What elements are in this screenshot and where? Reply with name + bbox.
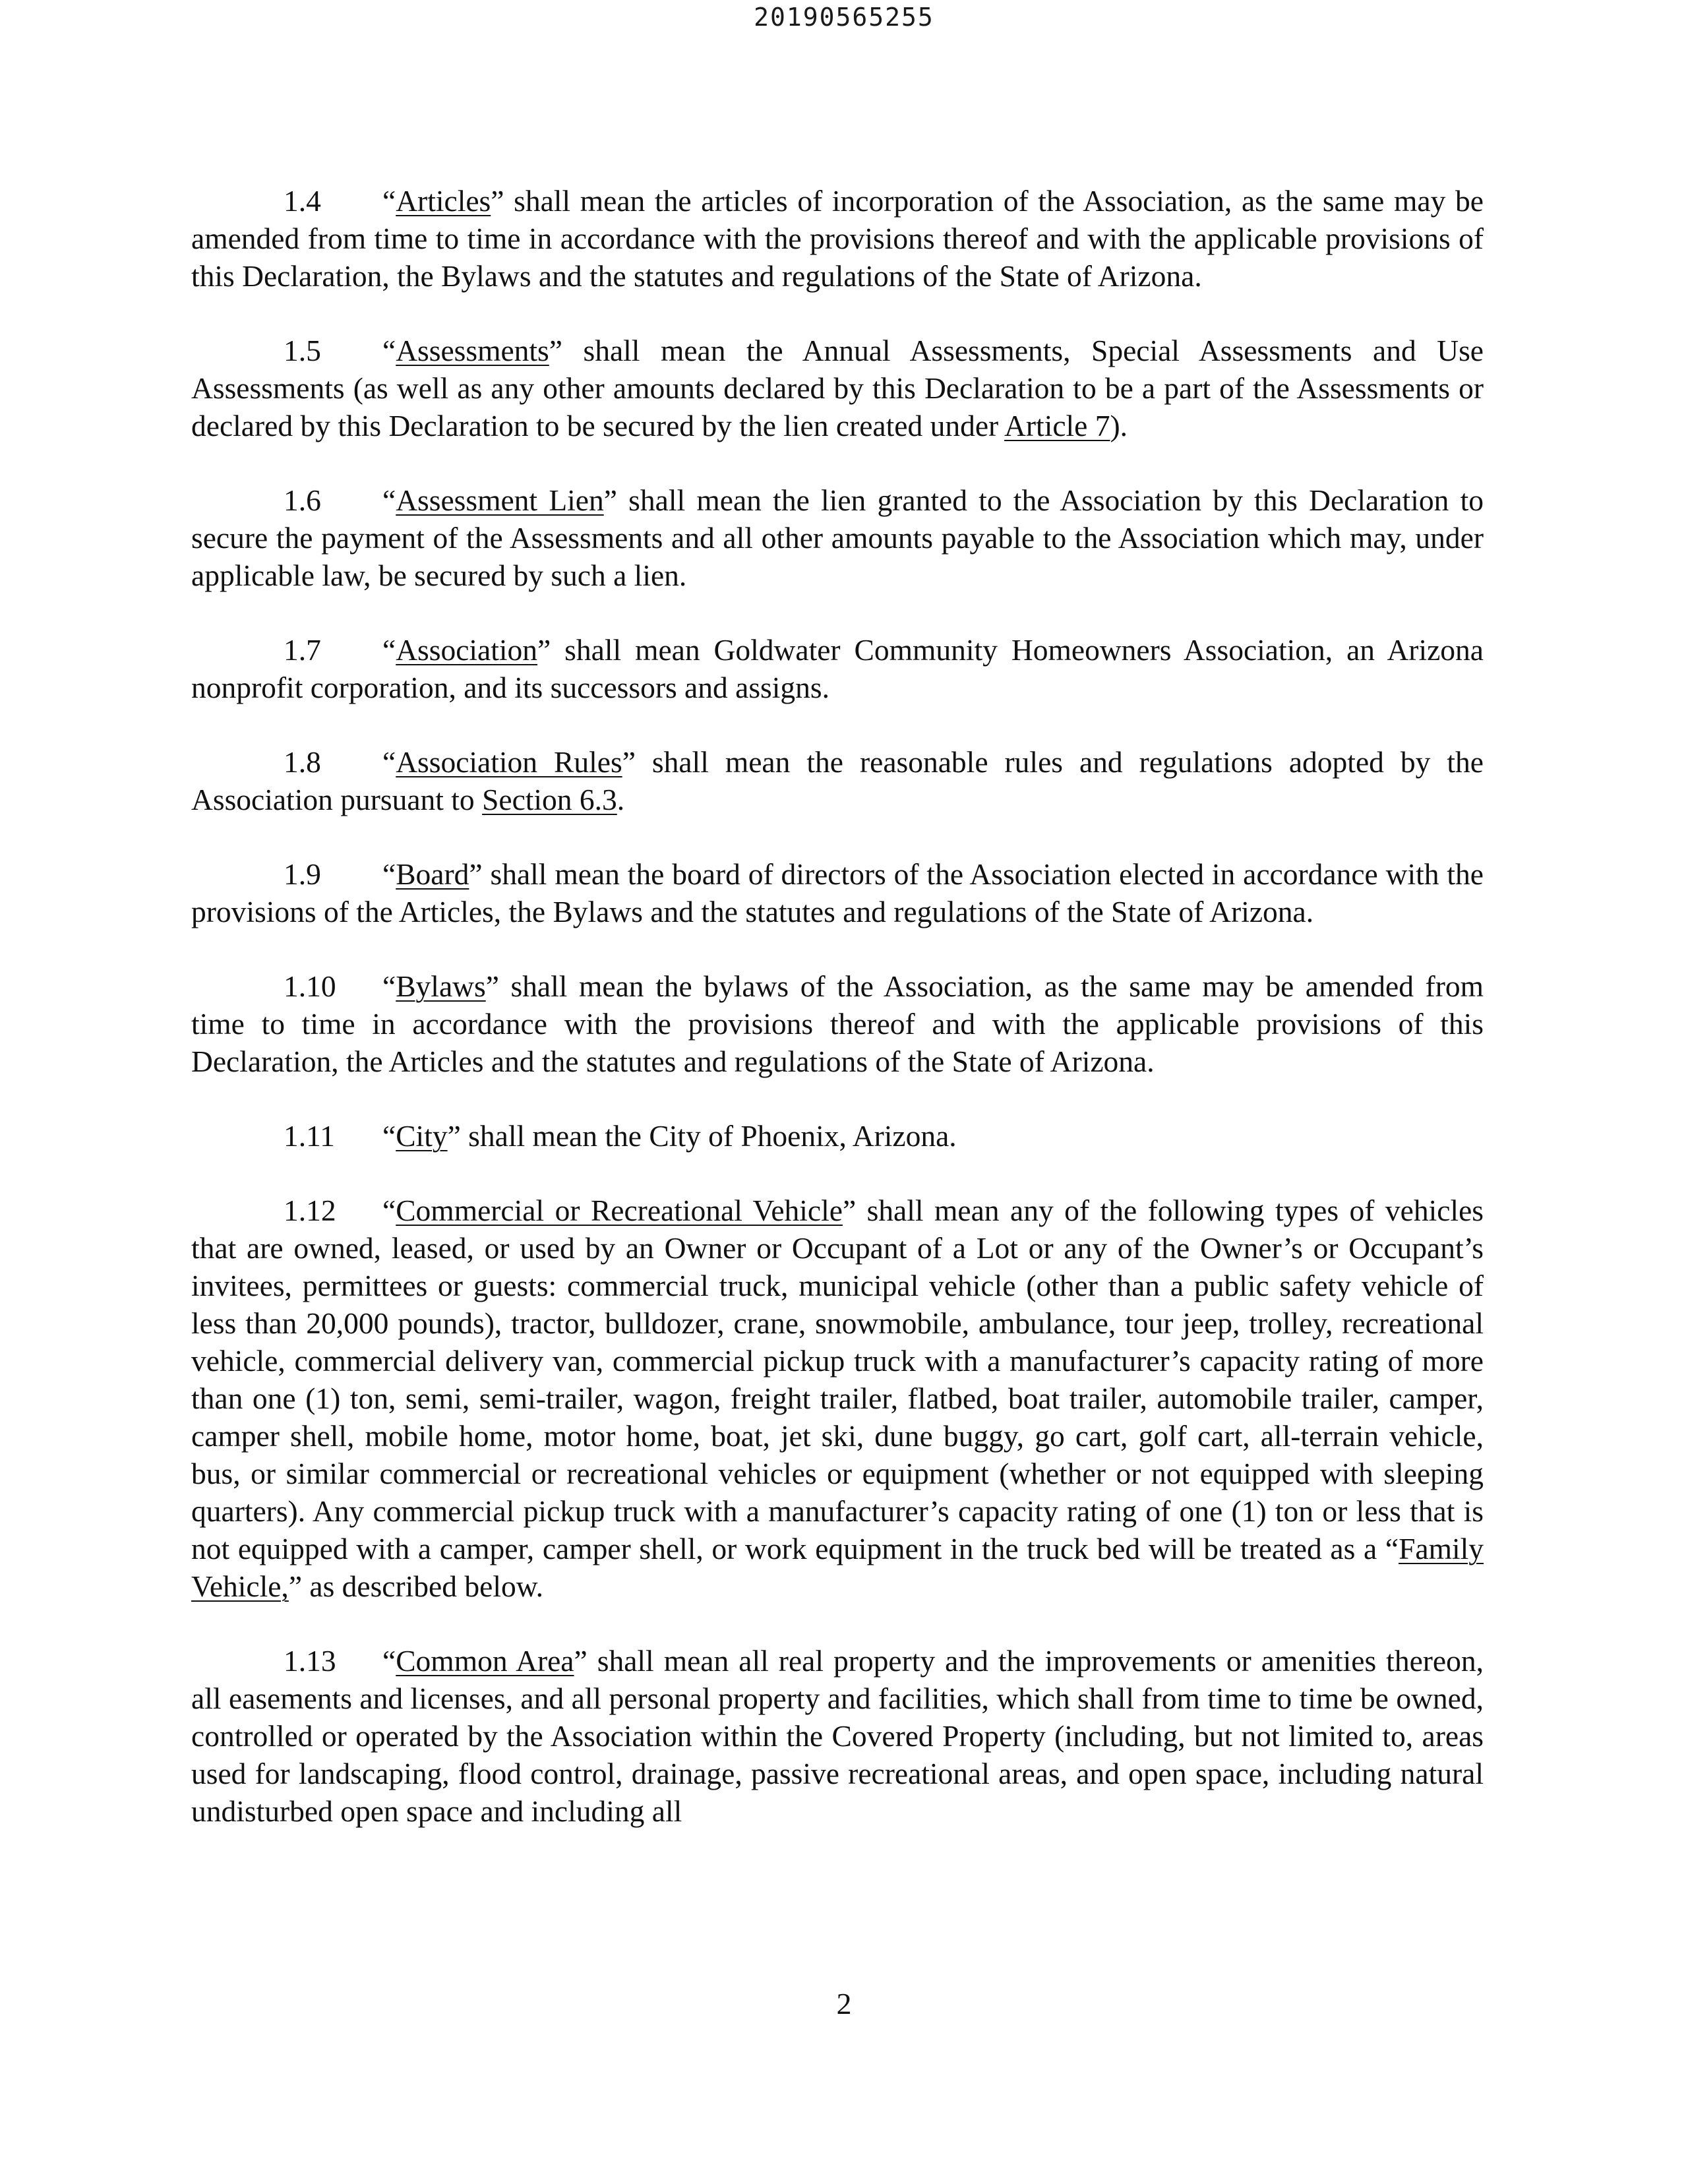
section-text-end: . bbox=[617, 783, 625, 816]
section-1-13 bbox=[191, 1642, 1484, 1830]
document-body bbox=[191, 182, 1484, 1867]
open-quote: “ bbox=[382, 1119, 396, 1153]
open-quote: “ bbox=[382, 745, 396, 779]
defined-term: Association bbox=[396, 633, 538, 667]
section-1-10 bbox=[191, 967, 1484, 1080]
defined-term: Common Area bbox=[396, 1644, 574, 1678]
cross-reference: Family Vehicle, bbox=[191, 1532, 1484, 1603]
section-number: 1.9 bbox=[284, 857, 321, 891]
open-quote: “ bbox=[382, 334, 396, 367]
open-quote: “ bbox=[382, 633, 396, 667]
section-number: 1.11 bbox=[284, 1119, 335, 1153]
defined-term: Association Rules bbox=[396, 745, 622, 779]
section-text: ” shall mean Goldwater Community Homeowners Association, an Arizona nonprofit corporation, and its successors and assigns. bbox=[191, 633, 1484, 704]
defined-term: City bbox=[396, 1119, 448, 1153]
section-1-9 bbox=[191, 855, 1484, 930]
defined-term: Assessment Lien bbox=[396, 483, 604, 517]
section-number: 1.7 bbox=[284, 633, 321, 667]
section-1-4 bbox=[191, 182, 1484, 295]
section-number: 1.5 bbox=[284, 334, 321, 367]
section-text: ” shall mean all real property and the improvements or amenities thereon, all easements and licenses, and all personal property and facilities, which shall from time to time be owned, controlled or operated by the Association within the Covered Property (including, but not limited to, areas used for landscaping, flood control, drainage, passive recreational areas, and open space, including natural undisturbed open space and including all bbox=[191, 1644, 1484, 1828]
section-1-12 bbox=[191, 1192, 1484, 1605]
section-number: 1.4 bbox=[284, 184, 321, 218]
open-quote: “ bbox=[382, 857, 396, 891]
cross-reference: Section 6.3 bbox=[482, 783, 617, 816]
defined-term: Bylaws bbox=[396, 969, 486, 1003]
section-1-6 bbox=[191, 481, 1484, 594]
open-quote: “ bbox=[382, 483, 396, 517]
document-number: 20190565255 bbox=[754, 3, 934, 32]
section-text-end: ). bbox=[1110, 409, 1128, 442]
section-text: ” shall mean the bylaws of the Association, as the same may be amended from time to time in accordance with the provisions thereof and with the applicable provisions of this Declaration, the Articles and the statutes and regulations of the State of Arizona. bbox=[191, 969, 1484, 1078]
section-text: ” shall mean the board of directors of the Association elected in accordance with the provisions of the Articles, the Bylaws and the statutes and regulations of the State of Arizona. bbox=[191, 857, 1484, 928]
open-quote: “ bbox=[382, 969, 396, 1003]
defined-term: Board bbox=[396, 857, 469, 891]
defined-term: Assessments bbox=[396, 334, 549, 367]
open-quote: “ bbox=[382, 1644, 396, 1678]
section-text: ” shall mean the articles of incorporation of the Association, as the same may be amended from time to time in accordance with the provisions thereof and with the applicable provisions of this Declaration, the Bylaws and the statutes and regulations of the State of Arizona. bbox=[191, 184, 1484, 293]
section-text: ” shall mean the City of Phoenix, Arizona. bbox=[447, 1119, 957, 1153]
section-1-7 bbox=[191, 631, 1484, 706]
open-quote: “ bbox=[382, 1194, 396, 1227]
section-text: ” shall mean any of the following types of vehicles that are owned, leased, or used by an Owner or Occupant of a Lot or any of the Owner’s or Occupant’s invitees, permittees or guests: commercial truck, municipal vehicle (other than a public safety vehicle of less than 20,000 pounds), tractor, bulldozer, crane, snowmobile, ambulance, tour jeep, trolley, recreational vehicle, commercial delivery van, commercial pickup truck with a manufacturer’s capacity rating of more than one (1) ton, semi, semi-trailer, wagon, freight trailer, flatbed, boat trailer, automobile trailer, camper, camper shell, mobile home, motor home, boat, jet ski, dune buggy, go cart, golf cart, all-terrain vehicle, bus, or similar commercial or recreational vehicles or equipment (whether or not equipped with sleeping quarters). Any commercial pickup truck with a manufacturer’s capacity rating of one (1) ton or less that is not equipped with a camper, camper shell, or work equipment in the truck bed will be treated as a “ bbox=[191, 1194, 1484, 1565]
section-1-5 bbox=[191, 332, 1484, 444]
cross-reference: Article 7 bbox=[1004, 409, 1110, 442]
defined-term: Commercial or Recreational Vehicle bbox=[396, 1194, 843, 1227]
section-text: ” shall mean the lien granted to the Association by this Declaration to secure the payment of the Assessments and all other amounts payable to the Association which may, under applicable law, be secured by such a lien. bbox=[191, 483, 1484, 592]
section-text: ” shall mean the Annual Assessments, Special Assessments and Use Assessments (as well as any other amounts declared by this Declaration to be a part of the Assessments or declared by this Declaration to be secured by the lien created under bbox=[191, 334, 1484, 442]
section-number: 1.13 bbox=[284, 1644, 336, 1678]
section-text: ” shall mean the reasonable rules and regulations adopted by the Association pursuant to bbox=[191, 745, 1484, 816]
page-number: 2 bbox=[836, 1987, 852, 2020]
section-text-end: ” as described below. bbox=[288, 1569, 543, 1603]
defined-term: Articles bbox=[396, 184, 491, 218]
section-1-11 bbox=[191, 1117, 1484, 1155]
section-number: 1.8 bbox=[284, 745, 321, 779]
section-number: 1.12 bbox=[284, 1194, 336, 1227]
section-number: 1.10 bbox=[284, 969, 336, 1003]
section-1-8 bbox=[191, 743, 1484, 818]
open-quote: “ bbox=[382, 184, 396, 218]
section-number: 1.6 bbox=[284, 483, 321, 517]
